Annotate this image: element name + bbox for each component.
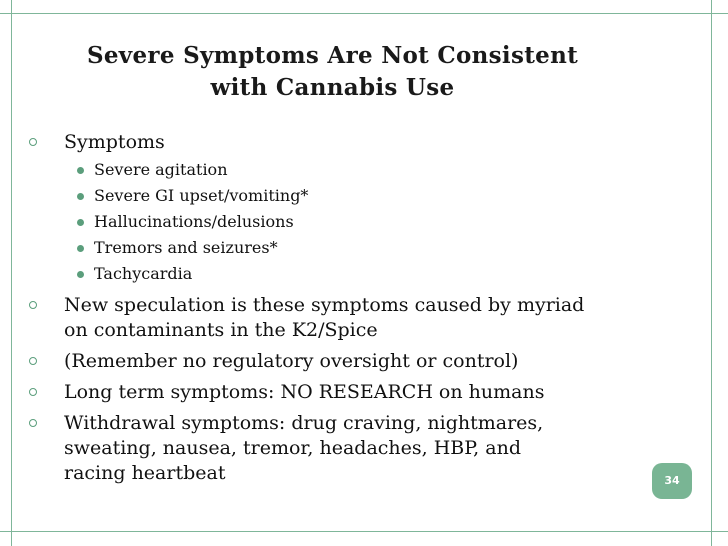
sub-bullet-item [20,157,660,183]
sub-bullet-item [20,183,660,209]
sub-bullet-text: Tachycardia [94,264,193,283]
bullet-line: on contaminants in the K2/Spice [64,319,378,341]
sub-bullet-text: Severe GI upset/vomiting* [94,186,309,205]
bullet-line: racing heartbeat [64,462,226,484]
bullet-line: Long term symptoms: NO RESEARCH on humans [64,381,545,403]
sub-bullet-text: Tremors and seizures* [94,238,278,257]
page-number-badge: 34 [652,463,692,499]
sub-bullet-item [20,209,660,235]
frame-line-left [11,0,12,546]
frame-line-top [0,13,728,14]
bullet-line: (Remember no regulatory oversight or control) [64,350,519,372]
sub-bullet-list [20,157,660,287]
bullet-line: sweating, nausea, tremor, headaches, HBP, and [64,437,521,459]
frame-line-bottom [0,531,728,532]
slide-title [40,40,625,104]
bullet-list [20,130,660,492]
bullet-long-term [20,380,660,405]
frame-line-right [711,0,712,546]
sub-bullet-item [20,261,660,287]
dot-bullet-icon [77,245,84,252]
sub-bullet-item [20,235,660,261]
circle-bullet-icon [29,388,37,396]
bullet-symptoms [20,130,660,287]
sub-bullet-text: Severe agitation [94,160,228,179]
circle-bullet-icon [29,301,37,309]
circle-bullet-icon [29,138,37,146]
bullet-text: Symptoms [64,131,165,153]
dot-bullet-icon [77,167,84,174]
title-line-2: with Cannabis Use [210,74,455,101]
sub-bullet-text: Hallucinations/delusions [94,212,294,231]
bullet-speculation [20,293,660,343]
circle-bullet-icon [29,419,37,427]
bullet-line: Withdrawal symptoms: drug craving, nightmares, [64,412,544,434]
bullet-withdrawal [20,411,660,486]
dot-bullet-icon [77,271,84,278]
bullet-line: New speculation is these symptoms caused by myriad [64,294,585,316]
circle-bullet-icon [29,357,37,365]
dot-bullet-icon [77,193,84,200]
title-line-1: Severe Symptoms Are Not Consistent [86,42,579,69]
dot-bullet-icon [77,219,84,226]
bullet-regulatory [20,349,660,374]
